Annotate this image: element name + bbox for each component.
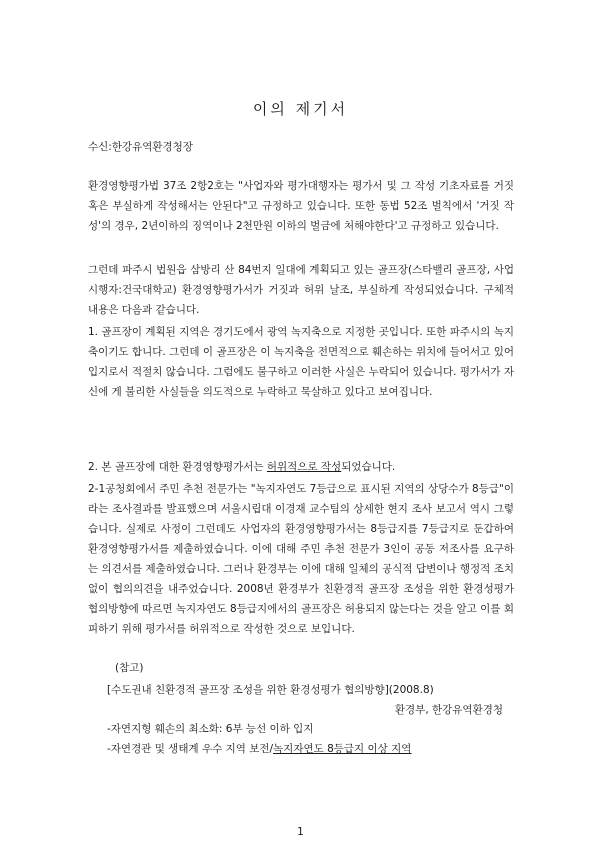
paragraph-background: 그런데 파주시 법원읍 삼방리 산 84번지 일대에 계획되고 있는 골프장(스타밸리 골프장, 사업시행자:건국대학교) 환경영향평가서가 거짓과 허위 날조, 부실하게 작성되었습니다. 구체적 내용은 다음과 같습니다. — [88, 264, 514, 316]
reference-label: (참고) — [115, 662, 144, 674]
reference-source: 환경부, 한강유역환경청 — [394, 704, 503, 716]
recipient-line: 수신:한강유역환경청장 — [88, 141, 193, 153]
page-number: 1 — [297, 826, 304, 838]
paragraph-point-2-1: 2-1공청회에서 주민 추천 전문가는 "녹지자연도 7등급으로 표시된 지역의 상당수가 8등급"이라는 조사결과를 발표했으며 서울시립대 이경재 교수팀의 상세한 현지 조사 보고서 역시 그렇습니다. 실제로 사정이 그런데도 사업자의 환경영향평가서는 8등급지를 7등급지로 둔갑하여 환경영향평가서를 제출하였습니다. 이에 대해 주민 추천 전문가 3인이 공동 저조사를 요구하는 의견서를 제출하였습니다. 그러나 환경부는 이에 대해 일체의 공식적 답변이나 행정적 조치없이 협의의견을 내주었습니다. 2008년 환경부가 친환경적 골프장 조성을 위한 환경성평가 협의방향에 따르면 녹지자연도 8등급지에서의 골프장은 허용되지 않는다는 것을 알고 이를 회피하기 위해 평가서를 허위적으로 작성한 것으로 보입니다. — [88, 483, 514, 635]
paragraph-point-1: 1. 골프장이 계획된 지역은 경기도에서 광역 녹지축으로 지정한 곳입니다. 또한 파주시의 녹지축이기도 합니다. 그런데 이 골프장은 이 녹지축을 전면적으로 훼손하는 위치에 들어서고 있어 입지로서 적절치 않습니다. 그럼에도 불구하고 이러한 사실은 누락되어 있습니다. 평가서가 자신에 게 불리한 사실들을 의도적으로 누락하고 묵살하고 있다고 보여집니다. — [88, 326, 514, 398]
reference-item-terrain: -자연지형 훼손의 최소화: 6부 능선 이하 입지 — [107, 723, 314, 735]
paragraph-point-2 — [88, 457, 514, 477]
point-2-prefix: 2. 본 골프장에 대한 환경영향평가서는 — [88, 461, 267, 473]
reference-item-2-prefix: -자연경관 및 생태계 우수 지역 보전/ — [107, 743, 274, 755]
point-2-suffix: 되었습니다. — [341, 461, 396, 473]
paragraph-legal-basis: 환경영향평가법 37조 2항2호는 "사업자와 평가대행자는 평가서 및 그 작성 기초자료를 거짓 혹은 부실하게 작성해서는 안된다"고 규정하고 있습니다. 또한 동법 52조 벌칙에서 '거짓 작성'의 경우, 2년이하의 징역이나 2천만원 이하의 벌금에 처해야한다'고 규정하고 있습니다. — [88, 180, 514, 232]
reference-item-landscape — [107, 741, 411, 756]
document-title: 이의 제기서 — [252, 100, 349, 118]
reference-item-2-underlined: 녹지자연도 8등급지 이상 지역 — [273, 743, 412, 755]
reference-title: [수도권내 친환경적 골프장 조성을 위한 환경성평가 협의방향](2008.8) — [107, 684, 434, 696]
point-2-underlined: 허위적으로 작성 — [266, 461, 342, 473]
